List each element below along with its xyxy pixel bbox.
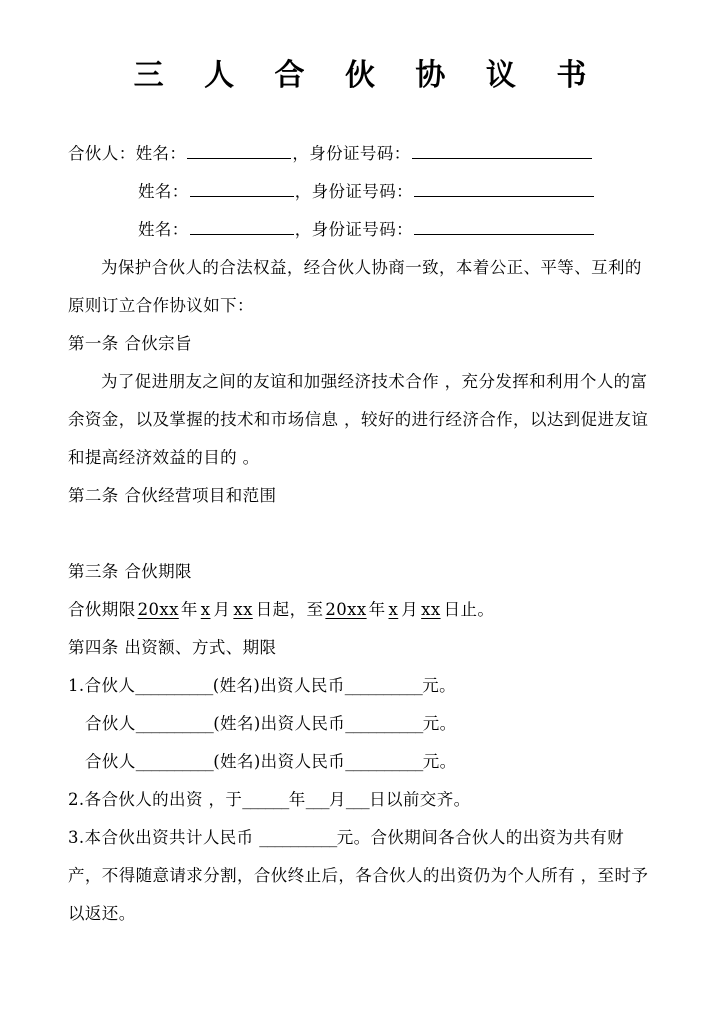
contribution-name-blank-1[interactable]: __________: [135, 676, 213, 695]
term-day-2[interactable]: xx: [421, 600, 441, 619]
article-3-term-line: [68, 591, 652, 629]
total-amount-blank[interactable]: __________: [259, 828, 337, 847]
contribution-amount-blank-3[interactable]: __________: [345, 752, 423, 771]
deadline-prefix: 各合伙人的出资 ，于: [84, 790, 243, 809]
contribution-name-blank-2[interactable]: __________: [135, 714, 214, 733]
id-label-2: 身份证号码：: [311, 182, 414, 201]
preamble-line-2: 原则订立合作协议如下：: [68, 296, 254, 315]
term-unit-year-1: 年: [180, 600, 198, 619]
article-3-heading: 第三条 合伙期限: [68, 562, 192, 581]
partner-line-3: [68, 211, 652, 249]
contribution-name-blank-3[interactable]: __________: [135, 752, 214, 771]
partner-line-2: [68, 173, 652, 211]
contribution-item-3: [68, 743, 652, 781]
term-year-1[interactable]: 20xx: [137, 600, 179, 619]
partner-label: 合伙人：: [68, 144, 136, 163]
id-label-3: 身份证号码：: [311, 220, 414, 239]
comma-1: ，: [292, 144, 310, 163]
comma-2: ，: [294, 182, 312, 201]
item-suffix-2: 元。: [422, 714, 457, 733]
term-unit-month-1: 月: [213, 600, 231, 619]
total-contribution-line-3: 以返还。: [68, 904, 136, 923]
document-body: [68, 135, 652, 933]
id-blank-3[interactable]: [414, 217, 594, 235]
contribution-item-1: [68, 667, 652, 705]
total-tail: 元。合伙期间各合伙人的出资为共有财: [336, 828, 625, 847]
item-mid-1: (姓名)出资人民币: [212, 676, 345, 695]
deadline-suffix: 日以前交齐。: [369, 790, 471, 809]
contribution-deadline-line: [68, 781, 652, 819]
term-unit-month-2: 月: [401, 600, 419, 619]
name-label-3: 姓名：: [138, 220, 189, 239]
id-blank-2[interactable]: [414, 179, 594, 197]
name-blank-3[interactable]: [190, 217, 294, 235]
article-1-body-line-2: 余资金，以及掌握的技术和市场信息 ，较好的进行经济合作，以达到促进友谊: [68, 410, 649, 429]
name-blank-1[interactable]: [187, 141, 291, 159]
partner-line-1: [68, 135, 652, 173]
name-blank-2[interactable]: [190, 179, 294, 197]
term-month-2[interactable]: x: [388, 600, 399, 619]
name-label-2: 姓名：: [138, 182, 189, 201]
item-suffix-3: 元。: [422, 752, 457, 771]
preamble-line-1: 为保护合伙人的合法权益，经合伙人协商一致，本着公正、平等、互利的: [101, 258, 642, 277]
term-unit-year-2: 年: [368, 600, 386, 619]
term-suffix: 日止。: [443, 600, 495, 619]
term-month-1[interactable]: x: [200, 600, 211, 619]
total-prefix: 本合伙出资共计人民币: [84, 828, 260, 847]
contribution-item-2: [68, 705, 652, 743]
deadline-unit-year: 年: [288, 790, 306, 809]
id-blank-1[interactable]: [412, 141, 592, 159]
term-prefix: 合伙期限: [68, 600, 136, 619]
id-label-1: 身份证号码：: [309, 144, 411, 163]
deadline-unit-month: 月: [328, 790, 346, 809]
item-suffix-1: 元。: [422, 676, 457, 695]
term-from-suffix: 日起，至: [255, 600, 324, 619]
name-label-1: 姓名：: [135, 144, 187, 163]
article-1-heading: 第一条 合伙宗旨: [68, 334, 192, 353]
spacer-line: [68, 515, 652, 553]
item-prefix-2: 合伙人: [85, 714, 136, 733]
item-prefix-1: 合伙人: [84, 676, 136, 695]
term-day-1[interactable]: xx: [233, 600, 253, 619]
contribution-amount-blank-1[interactable]: __________: [344, 676, 423, 695]
deadline-day-blank[interactable]: ___: [345, 790, 370, 809]
deadline-number: 2.: [68, 790, 85, 809]
article-4-heading: 第四条 出资额、方式、期限: [68, 638, 277, 657]
article-1-body-line-1: 为了促进朋友之间的友谊和加强经济技术合作 ，充分发挥和利用个人的富: [101, 372, 648, 391]
article-2-heading: 第二条 合伙经营项目和范围: [68, 486, 277, 505]
term-year-2[interactable]: 20xx: [325, 600, 367, 619]
article-1-body-line-3: 和提高经济效益的目的 。: [68, 448, 260, 467]
item-mid-2: (姓名)出资人民币: [213, 714, 346, 733]
total-contribution-line-1: [68, 819, 652, 857]
document-title: 三 人 合 伙 协 议 书: [133, 58, 602, 93]
item-mid-3: (姓名)出资人民币: [213, 752, 346, 771]
item-number-1: 1.: [68, 676, 85, 695]
deadline-month-blank[interactable]: ___: [305, 790, 329, 809]
contribution-amount-blank-2[interactable]: __________: [345, 714, 423, 733]
total-number: 3.: [68, 828, 85, 847]
deadline-year-blank[interactable]: ______: [242, 790, 289, 809]
total-contribution-line-2: 产，不得随意请求分割，合伙终止后，各合伙人的出资仍为个人所有 ，至时予: [68, 866, 649, 885]
item-prefix-3: 合伙人: [85, 752, 136, 771]
comma-3: ，: [294, 220, 312, 239]
